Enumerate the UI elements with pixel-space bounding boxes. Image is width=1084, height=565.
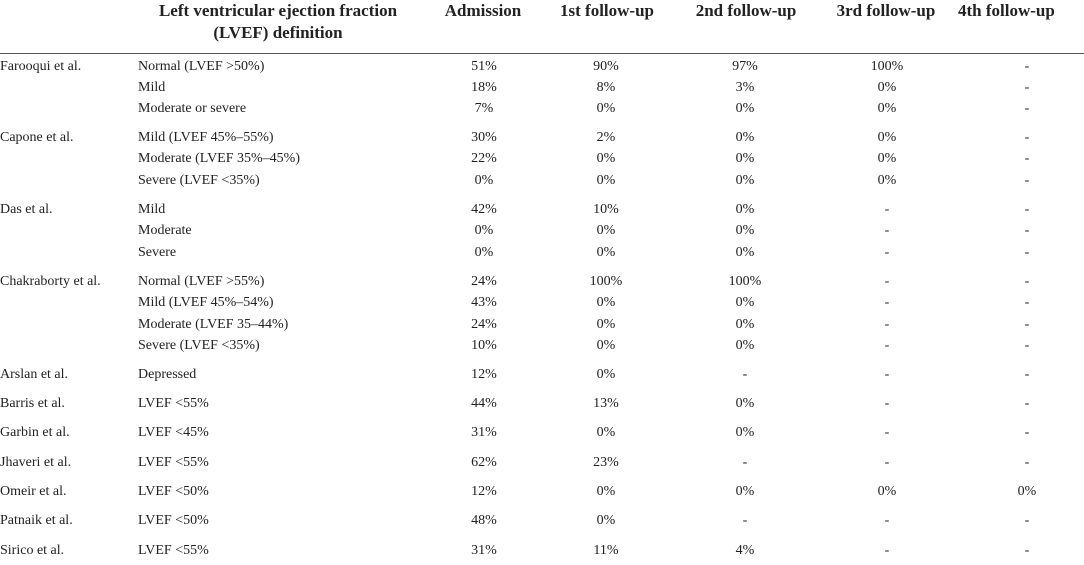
fu2-cell: 0% [735, 484, 755, 499]
fu3-cell: - [884, 543, 890, 558]
fu3-cell: - [884, 338, 890, 353]
fu1-cell: 0% [596, 338, 616, 353]
fu2-cell: 0% [735, 130, 755, 145]
lvef-definition-cell: Depressed [138, 367, 197, 382]
admission-cell: 30% [471, 130, 497, 145]
fu4-cell: - [1024, 274, 1030, 289]
fu4-cell: - [1024, 130, 1030, 145]
admission-cell: 51% [471, 59, 497, 74]
admission-cell: 0% [474, 173, 494, 188]
header-fu4: 4th follow-up [958, 1, 1055, 20]
fu2-cell: - [742, 367, 748, 382]
fu1-cell: 0% [596, 173, 616, 188]
fu3-cell: - [884, 455, 890, 470]
fu2-cell: 0% [735, 223, 755, 238]
lvef-definition-cell: Moderate (LVEF 35–44%) [138, 317, 289, 332]
fu1-cell: 0% [596, 295, 616, 310]
fu3-cell: - [884, 317, 890, 332]
admission-cell: 18% [471, 80, 497, 95]
study-name: Das et al. [0, 202, 53, 217]
lvef-definition-cell: LVEF <45% [138, 425, 209, 440]
admission-cell: 10% [471, 338, 497, 353]
fu3-cell: 100% [870, 59, 904, 74]
fu1-cell: 13% [593, 396, 619, 411]
lvef-definition-cell: Moderate [138, 223, 192, 238]
admission-cell: 62% [471, 455, 497, 470]
admission-cell: 42% [471, 202, 497, 217]
study-name: Patnaik et al. [0, 513, 73, 528]
lvef-definition-cell: Mild [138, 80, 166, 95]
admission-cell: 48% [471, 513, 497, 528]
fu3-cell: - [884, 295, 890, 310]
study-name: Chakraborty et al. [0, 274, 101, 289]
lvef-definition-cell: Mild (LVEF 45%–55%) [138, 130, 274, 145]
fu4-cell: - [1024, 202, 1030, 217]
fu4-cell: 0% [1017, 484, 1037, 499]
fu1-cell: 10% [593, 202, 619, 217]
fu4-cell: - [1024, 338, 1030, 353]
study-name: Jhaveri et al. [0, 455, 72, 470]
header-definition-line1: Left ventricular ejection fraction [158, 1, 398, 20]
fu1-cell: 0% [596, 101, 616, 116]
fu2-cell: 0% [735, 151, 755, 166]
admission-cell: 7% [474, 101, 494, 116]
fu3-cell: - [884, 223, 890, 238]
admission-cell: 0% [474, 223, 494, 238]
admission-cell: 24% [471, 274, 497, 289]
header-fu3: 3rd follow-up [836, 1, 936, 20]
admission-cell: 0% [474, 245, 494, 260]
fu2-cell: - [742, 455, 748, 470]
fu3-cell: 0% [877, 173, 897, 188]
fu4-cell: - [1024, 245, 1030, 260]
fu2-cell: 0% [735, 173, 755, 188]
lvef-definition-cell: LVEF <50% [138, 484, 209, 499]
header-admission: Admission [444, 1, 522, 20]
study-name: Sirico et al. [0, 543, 65, 558]
fu2-cell: - [742, 513, 748, 528]
fu2-cell: 100% [728, 274, 762, 289]
admission-cell: 44% [471, 396, 497, 411]
lvef-definition-cell: Mild [138, 202, 166, 217]
fu2-cell: 97% [732, 59, 758, 74]
lvef-definition-cell: Normal (LVEF >50%) [138, 59, 265, 74]
fu3-cell: - [884, 367, 890, 382]
fu3-cell: - [884, 425, 890, 440]
fu2-cell: 4% [735, 543, 755, 558]
lvef-definition-cell: LVEF <50% [138, 513, 209, 528]
fu1-cell: 0% [596, 223, 616, 238]
header-fu1: 1st follow-up [560, 1, 654, 20]
fu4-cell: - [1024, 543, 1030, 558]
lvef-definition-cell: Severe (LVEF <35%) [138, 173, 260, 188]
lvef-definition-cell: Severe (LVEF <35%) [138, 338, 260, 353]
fu1-cell: 90% [593, 59, 619, 74]
fu3-cell: 0% [877, 101, 897, 116]
admission-cell: 12% [471, 484, 497, 499]
fu2-cell: 0% [735, 295, 755, 310]
fu3-cell: - [884, 245, 890, 260]
fu3-cell: - [884, 513, 890, 528]
lvef-definition-cell: Moderate or severe [138, 101, 247, 116]
fu1-cell: 0% [596, 513, 616, 528]
fu2-cell: 0% [735, 245, 755, 260]
fu3-cell: - [884, 202, 890, 217]
lvef-definition-cell: Normal (LVEF >55%) [138, 274, 265, 289]
header-definition [137, 0, 419, 44]
header-definition-line2: (LVEF) definition [213, 23, 343, 42]
fu4-cell: - [1024, 396, 1030, 411]
lvef-definition-cell: Severe [138, 245, 177, 260]
fu1-cell: 0% [596, 367, 616, 382]
admission-cell: 24% [471, 317, 497, 332]
fu1-cell: 0% [596, 317, 616, 332]
lvef-definition-cell: LVEF <55% [138, 543, 209, 558]
fu4-cell: - [1024, 101, 1030, 116]
admission-cell: 12% [471, 367, 497, 382]
fu1-cell: 0% [596, 425, 616, 440]
fu2-cell: 0% [735, 101, 755, 116]
fu4-cell: - [1024, 173, 1030, 188]
lvef-definition-cell: Moderate (LVEF 35%–45%) [138, 151, 301, 166]
fu1-cell: 0% [596, 484, 616, 499]
fu3-cell: 0% [877, 151, 897, 166]
fu3-cell: - [884, 274, 890, 289]
admission-cell: 31% [471, 543, 497, 558]
fu1-cell: 23% [593, 455, 619, 470]
fu2-cell: 0% [735, 396, 755, 411]
admission-cell: 31% [471, 425, 497, 440]
fu4-cell: - [1024, 317, 1030, 332]
fu1-cell: 2% [596, 130, 616, 145]
study-name: Arslan et al. [0, 367, 69, 382]
fu1-cell: 8% [596, 80, 616, 95]
fu4-cell: - [1024, 295, 1030, 310]
header-rule [0, 53, 1084, 54]
fu2-cell: 3% [735, 80, 755, 95]
fu4-cell: - [1024, 425, 1030, 440]
fu4-cell: - [1024, 223, 1030, 238]
fu4-cell: - [1024, 151, 1030, 166]
fu3-cell: 0% [877, 484, 897, 499]
fu2-cell: 0% [735, 202, 755, 217]
fu4-cell: - [1024, 513, 1030, 528]
lvef-definition-cell: Mild (LVEF 45%–54%) [138, 295, 274, 310]
study-name: Barris et al. [0, 396, 65, 411]
fu2-cell: 0% [735, 317, 755, 332]
fu4-cell: - [1024, 367, 1030, 382]
fu2-cell: 0% [735, 425, 755, 440]
study-name: Capone et al. [0, 130, 74, 145]
lvef-definition-cell: LVEF <55% [138, 455, 209, 470]
fu1-cell: 100% [589, 274, 623, 289]
fu1-cell: 0% [596, 151, 616, 166]
fu2-cell: 0% [735, 338, 755, 353]
lvef-definition-cell: LVEF <55% [138, 396, 209, 411]
study-name: Farooqui et al. [0, 59, 82, 74]
header-fu2: 2nd follow-up [695, 1, 797, 20]
fu4-cell: - [1024, 59, 1030, 74]
fu3-cell: 0% [877, 80, 897, 95]
fu3-cell: 0% [877, 130, 897, 145]
fu1-cell: 11% [593, 543, 619, 558]
fu4-cell: - [1024, 455, 1030, 470]
study-name: Garbin et al. [0, 425, 70, 440]
fu4-cell: - [1024, 80, 1030, 95]
study-name: Omeir et al. [0, 484, 67, 499]
fu3-cell: - [884, 396, 890, 411]
admission-cell: 43% [471, 295, 497, 310]
fu1-cell: 0% [596, 245, 616, 260]
admission-cell: 22% [471, 151, 497, 166]
